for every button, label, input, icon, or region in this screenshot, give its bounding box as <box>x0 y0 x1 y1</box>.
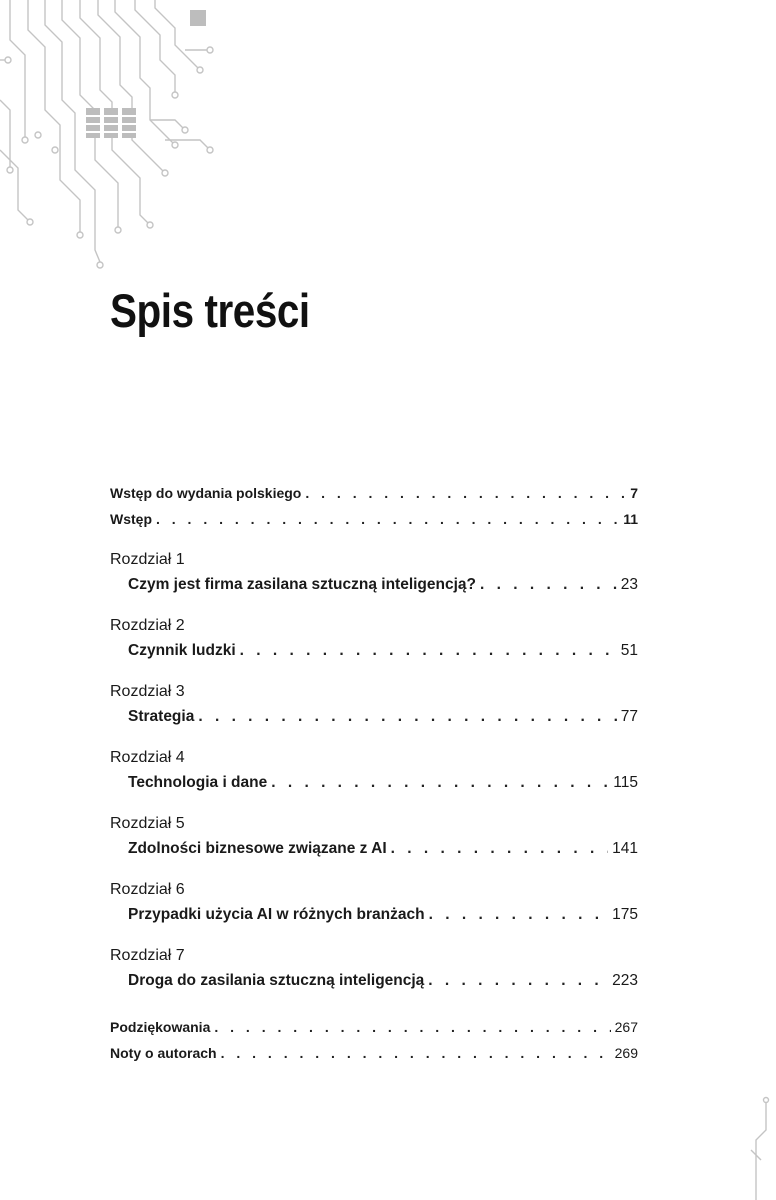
toc-chapter-2 <box>110 614 638 664</box>
toc-entry-label: Przypadki użycia AI w różnych branżach <box>128 906 425 923</box>
toc-entry-chapter-6[interactable] <box>110 902 638 928</box>
circuit-decoration <box>0 0 230 275</box>
toc-entry-page: 223 <box>612 972 638 989</box>
chapter-number: Rozdział 3 <box>110 683 185 700</box>
toc-entry-chapter-2[interactable] <box>110 638 638 664</box>
chapter-number: Rozdział 5 <box>110 815 185 832</box>
toc-entry-page: 23 <box>620 576 638 593</box>
toc-entry-label: Zdolności biznesowe związane z AI <box>128 840 387 857</box>
dot-leader <box>221 1040 611 1066</box>
toc-entry-label: Strategia <box>128 708 195 725</box>
toc-entry-page: 141 <box>612 840 638 857</box>
toc-entry-page: 51 <box>620 642 638 659</box>
toc-entry-page: 77 <box>620 708 638 725</box>
toc-entry-page: 115 <box>613 774 638 791</box>
toc-entry-label: Droga do zasilania sztuczną inteligencją <box>128 972 425 989</box>
toc-entry-label: Czym jest firma zasilana sztuczną inteligencją? <box>128 576 477 593</box>
table-of-contents <box>110 480 638 1066</box>
dot-leader <box>391 836 608 862</box>
toc-chapter-1 <box>110 548 638 598</box>
toc-entry-label: Technologia i dane <box>128 774 268 791</box>
dot-leader <box>198 704 616 730</box>
chapter-number: Rozdział 4 <box>110 749 185 766</box>
toc-entry-acknowledgements[interactable] <box>110 1014 638 1040</box>
toc-entry-page: 175 <box>612 906 638 923</box>
circuit-decoration-corner <box>706 1090 776 1200</box>
toc-entry-label: Wstęp <box>110 511 152 527</box>
toc-entry-about-authors[interactable] <box>110 1040 638 1066</box>
dot-leader <box>480 572 617 598</box>
toc-entry-chapter-7[interactable] <box>110 968 638 994</box>
chapter-number: Rozdział 7 <box>110 947 185 964</box>
toc-chapter-3 <box>110 680 638 730</box>
toc-entry-chapter-1[interactable] <box>110 572 638 598</box>
toc-entry-chapter-5[interactable] <box>110 836 638 862</box>
dot-leader <box>428 968 608 994</box>
toc-entry-page: 11 <box>623 511 638 527</box>
toc-entry-page: 7 <box>630 485 638 501</box>
page-title: Spis treści <box>110 284 310 337</box>
toc-entry-label: Czynnik ludzki <box>128 642 236 659</box>
dot-leader <box>240 638 617 664</box>
toc-chapter-6 <box>110 878 638 928</box>
toc-chapter-4 <box>110 746 638 796</box>
toc-chapter-5 <box>110 812 638 862</box>
toc-entry-chapter-4[interactable] <box>110 770 638 796</box>
toc-entry-chapter-3[interactable] <box>110 704 638 730</box>
toc-entry-page: 267 <box>614 1019 638 1035</box>
toc-entry-label: Wstęp do wydania polskiego <box>110 485 302 501</box>
dot-leader <box>156 506 619 532</box>
chapter-number: Rozdział 2 <box>110 617 185 634</box>
dot-leader <box>214 1014 610 1040</box>
dot-leader <box>429 902 609 928</box>
toc-entry-label: Podziękowania <box>110 1019 211 1035</box>
toc-entry-preface[interactable] <box>110 506 638 532</box>
toc-entry-page: 269 <box>614 1045 638 1061</box>
toc-entry-preface-polish[interactable] <box>110 480 638 506</box>
chapter-number: Rozdział 1 <box>110 551 185 568</box>
toc-chapter-7 <box>110 944 638 994</box>
dot-leader <box>305 480 626 506</box>
toc-entry-label: Noty o autorach <box>110 1045 217 1061</box>
chapter-number: Rozdział 6 <box>110 881 185 898</box>
dot-leader <box>271 770 609 796</box>
